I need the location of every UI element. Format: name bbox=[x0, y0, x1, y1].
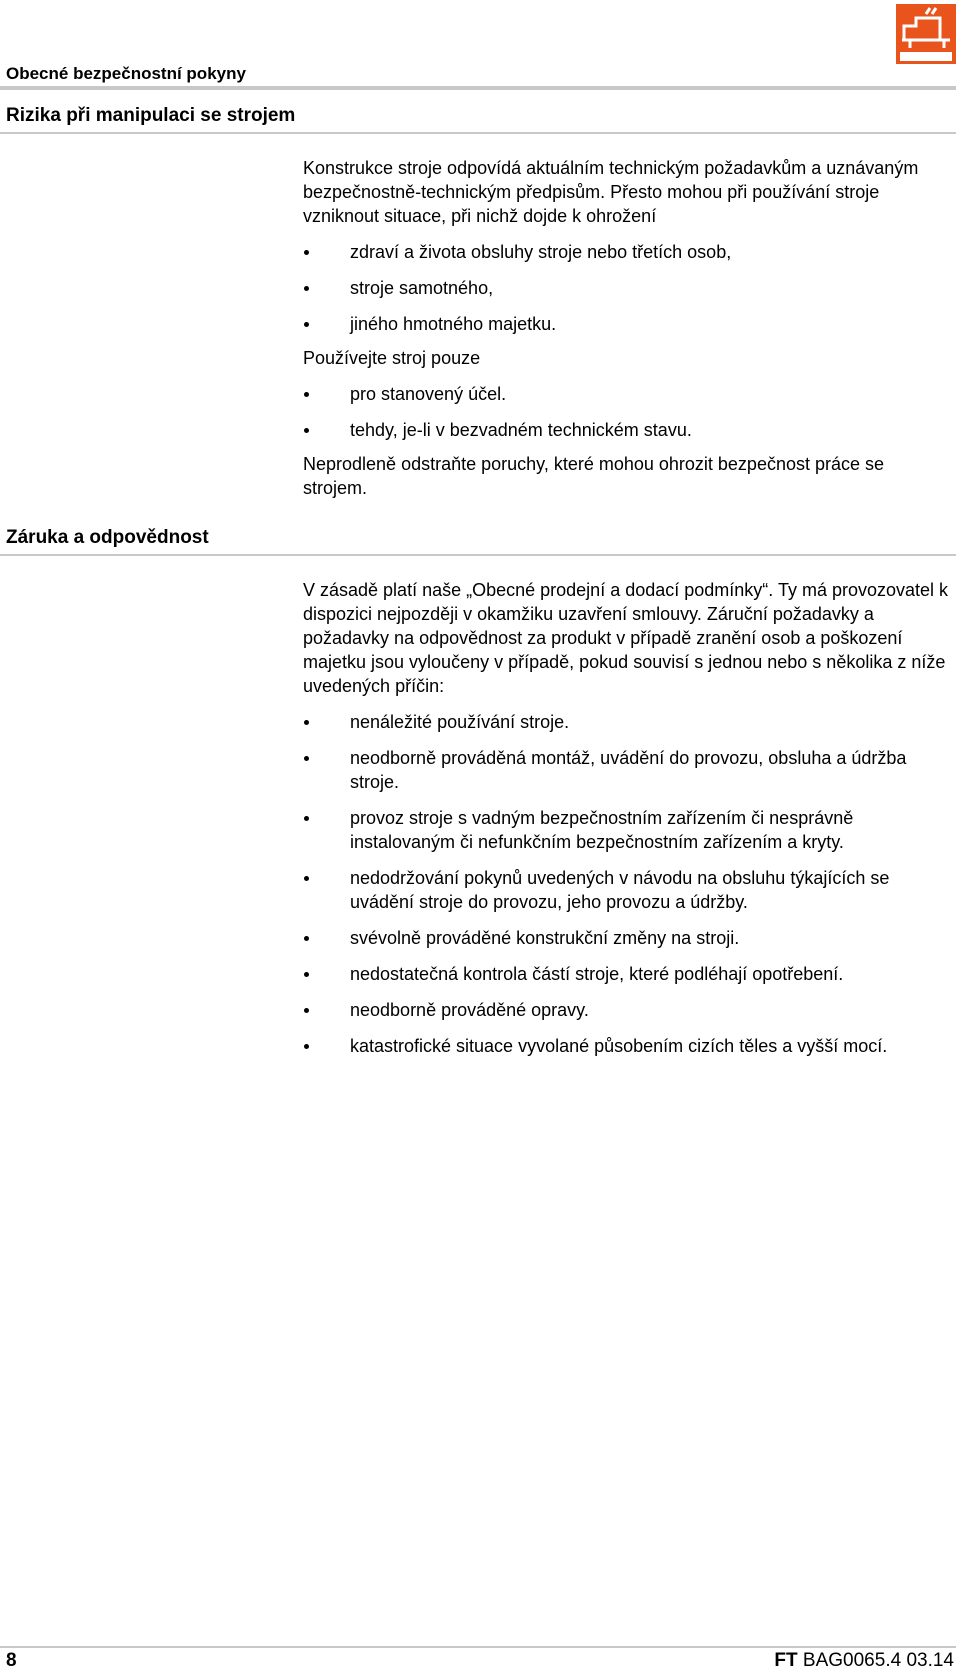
bullet-list bbox=[303, 710, 953, 1058]
header-divider bbox=[0, 86, 956, 90]
document-code bbox=[774, 1650, 954, 1672]
page-number: 8 bbox=[6, 1650, 17, 1671]
list-item: tehdy, je-li v bezvadném technickém stavu. bbox=[303, 418, 953, 442]
doc-prefix: FT bbox=[774, 1650, 798, 1671]
bullet-icon bbox=[304, 756, 309, 761]
section-body-warranty bbox=[303, 578, 953, 1058]
section-title-risks: Rizika při manipulaci se strojem bbox=[6, 105, 296, 126]
bullet-list bbox=[303, 240, 953, 336]
tractor-logo-icon bbox=[896, 4, 956, 64]
bullet-icon bbox=[304, 428, 309, 433]
list-item: pro stanovený účel. bbox=[303, 382, 953, 406]
bullet-icon bbox=[304, 1044, 309, 1049]
paragraph: Neprodleně odstraňte poruchy, které mohou ohrozit bezpečnost práce se strojem. bbox=[303, 454, 885, 498]
bullet-icon bbox=[304, 250, 309, 255]
section-divider bbox=[0, 132, 956, 134]
bullet-list bbox=[303, 382, 953, 442]
section-divider bbox=[0, 554, 956, 556]
bullet-icon bbox=[304, 322, 309, 327]
bullet-icon bbox=[304, 286, 309, 291]
footer-divider bbox=[0, 1646, 956, 1648]
bullet-icon bbox=[304, 936, 309, 941]
list-item: provoz stroje s vadným bezpečnostním zařízením či nesprávně instalovaným či nefunkčním bezpečnostním zařízením a kryty. bbox=[303, 806, 953, 854]
paragraph: V zásadě platí naše „Obecné prodejní a dodací podmínky“. Ty má provozovatel k dispozici nejpozději v okamžiku uzavření smlouvy. Záruční požadavky a požadavky na odpovědnost za produkt v případě zranění osob a poškození majetku jsou vyloučeny v případě, pokud souvisí s jednou nebo s několika z níže uvedených příčin: bbox=[303, 580, 949, 696]
bullet-icon bbox=[304, 392, 309, 397]
list-item: nedodržování pokynů uvedených v návodu na obsluhu týkajících se uvádění stroje do provozu, jeho provozu a údržby. bbox=[303, 866, 953, 914]
bullet-icon bbox=[304, 816, 309, 821]
list-item: stroje samotného, bbox=[303, 276, 953, 300]
list-item: zdraví a života obsluhy stroje nebo třetích osob, bbox=[303, 240, 953, 264]
list-item: nedostatečná kontrola částí stroje, které podléhají opotřebení. bbox=[303, 962, 953, 986]
paragraph: Konstrukce stroje odpovídá aktuálním technickým požadavkům a uznávaným bezpečnostně-technickým předpisům. Přesto mohou při používání stroje vzniknout situace, při nichž dojde k ohrožení bbox=[303, 158, 919, 226]
bullet-icon bbox=[304, 1008, 309, 1013]
list-item: neodborně prováděné opravy. bbox=[303, 998, 953, 1022]
bullet-icon bbox=[304, 720, 309, 725]
list-item: jiného hmotného majetku. bbox=[303, 312, 953, 336]
list-item: svévolně prováděné konstrukční změny na stroji. bbox=[303, 926, 953, 950]
section-body-risks bbox=[303, 156, 953, 500]
running-header-title: Obecné bezpečnostní pokyny bbox=[6, 64, 246, 83]
list-item: nenáležité používání stroje. bbox=[303, 710, 953, 734]
bullet-icon bbox=[304, 972, 309, 977]
list-item: neodborně prováděná montáž, uvádění do provozu, obsluha a údržba stroje. bbox=[303, 746, 953, 794]
amazone-logo bbox=[896, 4, 956, 64]
section-title-warranty: Záruka a odpovědnost bbox=[6, 527, 209, 548]
bullet-icon bbox=[304, 876, 309, 881]
doc-code-value: BAG0065.4 03.14 bbox=[802, 1650, 954, 1671]
paragraph: Používejte stroj pouze bbox=[303, 348, 481, 368]
list-item: katastrofické situace vyvolané působením cizích těles a vyšší mocí. bbox=[303, 1034, 953, 1058]
